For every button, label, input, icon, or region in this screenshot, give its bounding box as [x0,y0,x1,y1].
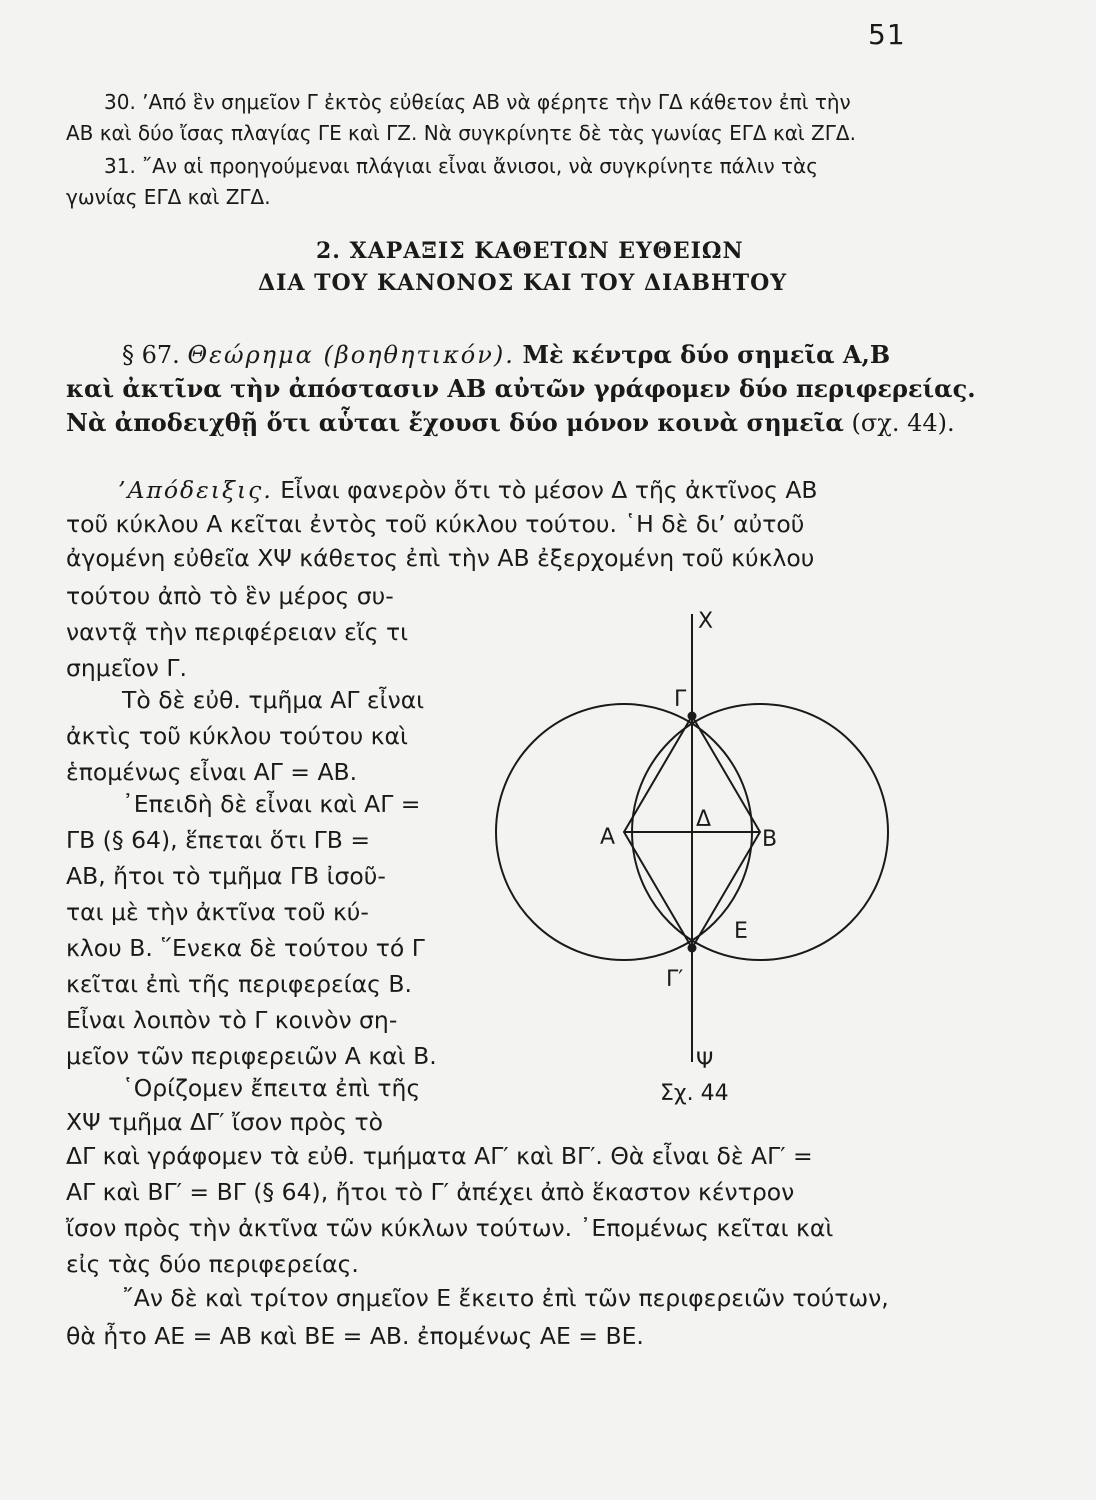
proof-narrow-line: Εἶναι λοιπὸν τὸ Γ κοινὸν ση- [66,1006,398,1034]
page-number: 51 [868,18,906,51]
proof-narrow-line: ΑΒ, ἤτοι τὸ τμῆμα ΓΒ ἰσοῦ- [66,862,386,890]
proof-narrow-line: ἀκτὶς τοῦ κύκλου τούτου καὶ [66,722,408,750]
proof-line-2: τοῦ κύκλου Α κεῖται ἐντὸς τοῦ κύκλου τούτου. ῾Η δὲ δι’ αὐτοῦ [66,510,805,538]
theorem-label: Θεώρημα (βοηθητικόν). [187,341,515,369]
proof-wide-line: ΔΓ καὶ γράφομεν τὰ εὐθ. τμήματα ΑΓ′ καὶ ΒΓ′. Θὰ εἶναι δὲ ΑΓ′ = [66,1142,813,1170]
proof-wide-line: ῎Αν δὲ καὶ τρίτον σημεῖον Ε ἔκειτο ἐπὶ τῶν περιφερειῶν τούτων, [122,1284,889,1312]
label-x: Χ [698,609,714,634]
label-g-prime: Γ′ [666,967,684,992]
section-title-line-2: ΔΙΑ ΤΟΥ ΚΑΝΟΝΟΣ ΚΑΙ ΤΟΥ ΔΙΑΒΗΤΟΥ [258,270,788,296]
proof-label: ’Απόδειξις. [118,476,273,504]
label-b: Β [762,827,778,852]
section-title-line-1: 2. ΧΑΡΑΞΙΣ ΚΑΘΕΤΩΝ ΕΥΘΕΙΩΝ [316,238,744,264]
proof-narrow-line: Τὸ δὲ εὐθ. τμῆμα ΑΓ εἶναι [122,686,425,714]
label-psi: Ψ [696,1049,714,1074]
point-g-prime [688,944,697,953]
proof-narrow-line: ΧΨ τμῆμα ΔΓ′ ἴσον πρὸς τὸ [66,1108,383,1136]
proof-narrow-line: τούτου ἀπὸ τὸ ἓν μέρος συ- [66,582,394,610]
label-a: Α [600,825,616,850]
theorem-line-2: καὶ ἀκτῖνα τὴν ἀπόστασιν ΑΒ αὐτῶν γράφομεν δύο περιφερείας. [66,374,976,403]
point-g [688,712,697,721]
proof-line-3: ἀγομένη εὐθεῖα ΧΨ κάθετος ἐπὶ τὴν ΑΒ ἐξερχομένη τοῦ κύκλου [66,544,815,572]
proof-narrow-line: ται μὲ τὴν ἀκτῖνα τοῦ κύ- [66,898,369,926]
label-g: Γ [674,687,687,712]
figure-44 [470,600,930,1120]
proof-narrow-line: μεῖον τῶν περιφερειῶν Α καὶ Β. [66,1042,437,1070]
proof-narrow-line: κεῖται ἐπὶ τῆς περιφερείας Β. [66,970,412,998]
label-e: Ε [734,919,748,944]
exercise-31-line-1: 31. ῎Αν αἱ προηγούμεναι πλάγιαι εἶναι ἄνισοι, νὰ συγκρίνητε πάλιν τὰς [104,154,818,178]
proof-line-1: ’Απόδειξις. Εἶναι φανερὸν ὅτι τὸ μέσον Δ τῆς ἀκτῖνος ΑΒ [118,476,818,504]
proof-wide-line: ΑΓ καὶ ΒΓ′ = ΒΓ (§ 64), ἤτοι τὸ Γ′ ἀπέχει ἀπὸ ἕκαστον κέντρον [66,1178,795,1206]
proof-narrow-line: ΓΒ (§ 64), ἕπεται ὅτι ΓΒ = [66,826,371,854]
theorem-line-1 [122,340,890,369]
proof-narrow-line: σημεῖον Γ. [66,654,187,682]
exercise-30-line-1: 30. ’Από ἓν σημεῖον Γ ἐκτὸς εὐθείας ΑΒ νὰ φέρητε τὴν ΓΔ κάθετον ἐπὶ τὴν [104,90,851,114]
theorem-number: § 67. [122,341,180,369]
label-d: Δ [696,807,712,832]
theorem-line-3: Νὰ ἀποδειχθῇ ὅτι αὗται ἔχουσι δύο μόνον κοινὰ σημεῖα (σχ. 44). [66,408,955,437]
exercise-30-line-2: ΑΒ καὶ δύο ἴσας πλαγίας ΓΕ καὶ ΓΖ. Νὰ συγκρίνητε δὲ τὰς γωνίας ΕΓΔ καὶ ΖΓΔ. [66,121,856,145]
proof-narrow-line: ναντᾷ τὴν περιφέρειαν εἴς τι [66,618,409,646]
proof-wide-line: ἴσον πρὸς τὴν ἀκτῖνα τῶν κύκλων τούτων. ᾿Επομένως κεῖται καὶ [66,1214,834,1242]
proof-wide-line: εἰς τὰς δύο περιφερείας. [66,1250,359,1278]
theorem-statement-1: Μὲ κέντρα δύο σημεῖα Α,Β [522,340,891,369]
proof-narrow-line: ῾Ορίζομεν ἔπειτα ἐπὶ τῆς [122,1074,421,1102]
proof-wide-line: θὰ ἦτο ΑΕ = ΑΒ καὶ ΒΕ = ΑΒ. ἐπομένως ΑΕ = ΒΕ. [66,1322,644,1350]
proof-narrow-line: ἑπομένως εἶναι ΑΓ = ΑΒ. [66,758,358,786]
proof-narrow-line: κλου Β. ῞Ενεκα δὲ τούτου τό Γ [66,934,425,962]
figure-reference: (σχ. 44). [851,409,955,437]
exercise-31-line-2: γωνίας ΕΓΔ καὶ ΖΓΔ. [66,185,271,209]
figure-caption: Σχ. 44 [660,1081,729,1106]
proof-narrow-line: ᾿Επειδὴ δὲ εἶναι καὶ ΑΓ = [122,790,421,818]
